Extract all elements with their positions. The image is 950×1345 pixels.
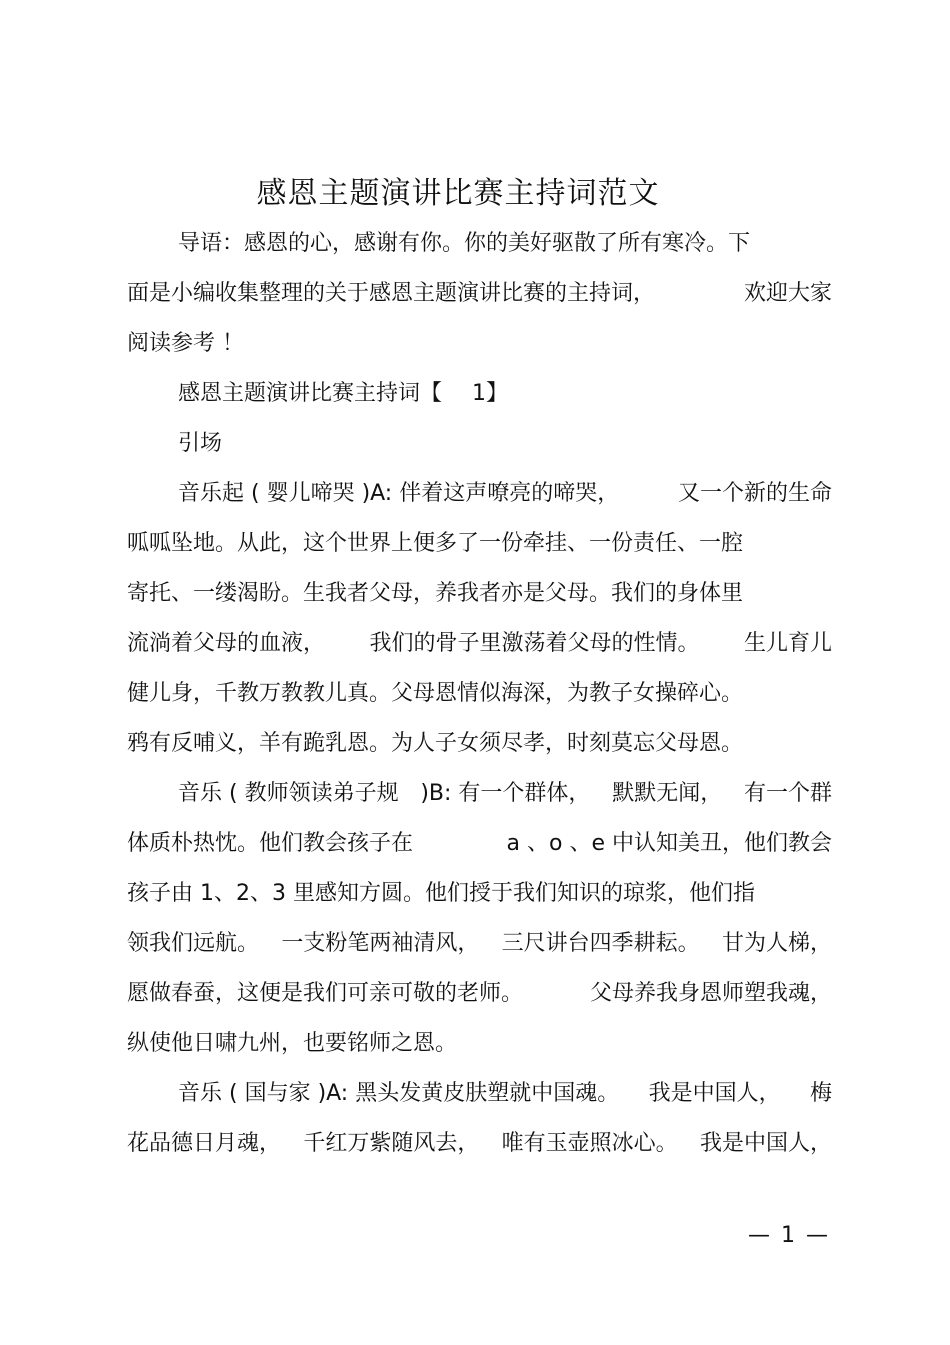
- text-segment: 音乐 ( 教师领读弟子规: [178, 781, 399, 806]
- paragraph-line: [127, 978, 832, 1010]
- text-segment: 体质朴热忱。他们教会孩子在: [127, 831, 414, 856]
- text-segment: 寄托、一缕渴盼。生我者父母，养我者亦是父母。我们的身体里: [127, 581, 744, 606]
- text-segment: 甘为人梯，: [721, 931, 832, 956]
- text-segment: 音乐起 ( 婴儿啼哭 )A: 伴着这声嘹亮的啼哭，: [178, 481, 620, 506]
- text-segment: 默默无闻，: [612, 781, 723, 806]
- paragraph-line: [127, 728, 832, 760]
- text-segment: 我们的骨子里激荡着父母的性情。: [369, 631, 700, 656]
- text-segment: 欢迎大家: [743, 281, 832, 306]
- text-segment: 面是小编收集整理的关于感恩主题演讲比赛的主持词，: [127, 281, 656, 306]
- paragraph-line: [127, 278, 832, 310]
- text-segment: 健儿身，千教万教教儿真。父母恩情似海深，为教子女操碎心。: [127, 681, 744, 706]
- text-segment: 三尺讲台四季耕耘。: [501, 931, 700, 956]
- text-segment: 孩子由 1、2、3 里感知方圆。他们授于我们知识的琼浆，他们指: [127, 881, 755, 906]
- text-segment: 音乐 ( 国与家 )A: 黑头发黄皮肤塑就中国魂。: [178, 1081, 620, 1106]
- paragraph-line: [127, 1028, 832, 1060]
- text-segment: 纵使他日啸九州，也要铭师之恩。: [127, 1031, 458, 1056]
- page-number: — 1 —: [748, 1223, 830, 1248]
- text-segment: 导语：感恩的心，感谢有你。你的美好驱散了所有寒冷。下: [178, 231, 751, 256]
- text-segment: 愿做春蚕，这便是我们可亲可敬的老师。: [127, 981, 524, 1006]
- paragraph-line: [127, 628, 832, 660]
- text-segment: 花品德日月魂，: [127, 1131, 282, 1156]
- text-segment: )B: 有一个群体，: [420, 781, 591, 806]
- paragraph-line: [127, 828, 832, 860]
- text-segment: a 、o 、e 中认知美丑，他们教会: [506, 831, 832, 856]
- text-segment: 梅: [809, 1081, 832, 1106]
- text-segment: 唯有玉壶照冰心。: [501, 1131, 678, 1156]
- text-segment: 流淌着父母的血液，: [127, 631, 326, 656]
- paragraph-line: [127, 878, 832, 910]
- text-segment: 父母养我身恩师塑我魂，: [589, 981, 832, 1006]
- text-segment: 千红万紫随风去，: [303, 1131, 480, 1156]
- text-segment: 我是中国人，: [699, 1131, 832, 1156]
- text-segment: 阅读参考 ！: [127, 331, 244, 356]
- paragraph-line: [178, 478, 832, 510]
- text-segment: 生儿育儿: [743, 631, 832, 656]
- paragraph-line: [127, 528, 832, 560]
- text-segment: 我是中国人，: [648, 1081, 781, 1106]
- text-segment: 有一个群: [743, 781, 832, 806]
- paragraph-line: [127, 328, 832, 360]
- paragraph-line: [127, 578, 832, 610]
- text-segment: 领我们远航。: [127, 931, 260, 956]
- paragraph-line: [178, 778, 832, 810]
- text-segment: 1】: [472, 381, 509, 406]
- text-segment: 鸦有反哺义，羊有跪乳恩。为人子女须尽孝，时刻莫忘父母恩。: [127, 731, 744, 756]
- paragraph-line: [127, 928, 832, 960]
- paragraph-line: [178, 228, 832, 260]
- text-segment: 引场: [178, 431, 223, 456]
- text-segment: 感恩主题演讲比赛主持词【: [178, 381, 443, 406]
- section-heading: [178, 378, 832, 410]
- paragraph-line: [127, 678, 832, 710]
- section-subheading: [178, 428, 832, 460]
- text-segment: 一支粉笔两袖清风，: [281, 931, 480, 956]
- paragraph-line: [127, 1128, 832, 1160]
- paragraph-line: [178, 1078, 832, 1110]
- page-title: 感恩主题演讲比赛主持词范文: [256, 176, 660, 211]
- text-segment: 呱呱坠地。从此，这个世界上便多了一份牵挂、一份责任、一腔: [127, 531, 744, 556]
- text-segment: 又一个新的生命: [677, 481, 832, 506]
